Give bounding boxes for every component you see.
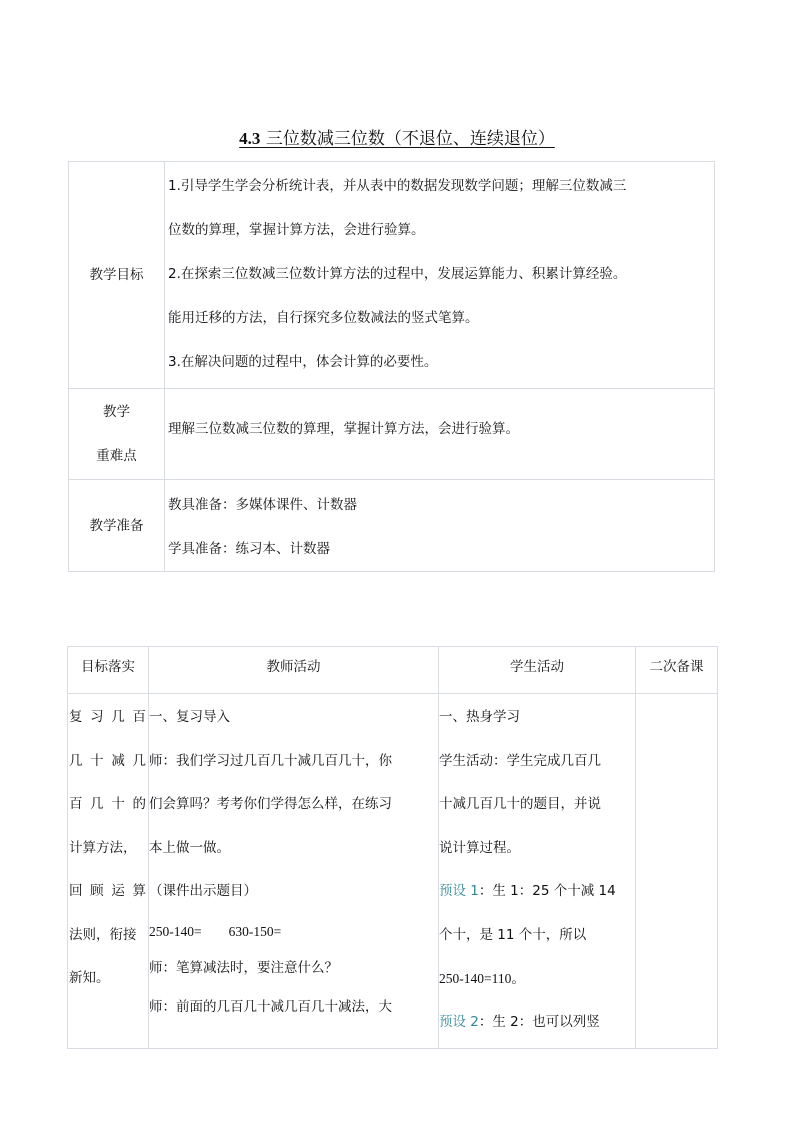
objectives-content	[165, 162, 715, 389]
student-line: 学生活动：学生完成几百几	[439, 752, 601, 769]
teacher-line: 师：笔算减法时，要注意什么？	[149, 959, 338, 976]
header-goal: 目标落实	[68, 647, 149, 694]
goal-line: 回 顾 运 算	[69, 883, 146, 899]
objective-line: 3.在解决问题的过程中，体会计算的必要性。	[168, 354, 438, 370]
teacher-cell	[149, 694, 439, 1049]
objective-line: 1.引导学生学会分析统计表，并从表中的数据发现数学问题；理解三位数减三	[168, 178, 627, 194]
goal-line: 几 十 减 几	[69, 752, 146, 769]
key-points-label-line: 教学	[103, 404, 130, 420]
goal-line: 法则，衔接	[69, 926, 137, 943]
preparation-line: 教具准备：多媒体课件、计数器	[168, 497, 357, 513]
header-notes: 二次备课	[636, 647, 718, 694]
notes-cell	[636, 694, 718, 1049]
goal-line: 复 习 几 百	[69, 709, 146, 725]
key-points-label	[69, 389, 165, 480]
objective-line: 2.在探索三位数减三位数计算方法的过程中，发展运算能力、积累计算经验。	[168, 266, 627, 282]
preparation-row	[69, 480, 715, 572]
goal-line: 新知。	[69, 970, 110, 986]
teacher-line: （课件出示题目）	[149, 883, 257, 899]
title-text: 三位数减三位数（不退位、连续退位）	[260, 129, 555, 149]
header-teacher: 教师活动	[149, 647, 439, 694]
student-line: 十减几百几十的题目，并说	[439, 796, 601, 812]
student-line: 个十，是 11 个十，所以	[439, 926, 587, 943]
title-number: 4.3	[239, 129, 261, 148]
objectives-row	[69, 162, 715, 389]
activities-table	[67, 646, 718, 1049]
activities-header-row	[68, 647, 718, 694]
goal-line: 计算方法，	[69, 839, 137, 856]
teacher-line: 一、复习导入	[149, 709, 230, 725]
student-line: 说计算过程。	[439, 839, 520, 856]
page-title	[0, 124, 794, 149]
student-line: 250-140=110。	[439, 971, 525, 986]
teacher-line: 师：我们学习过几百几十减几百几十，你	[149, 752, 392, 769]
teacher-line: 250-140= 630-150=	[149, 923, 282, 939]
preparation-content	[165, 480, 715, 572]
objectives-label: 教学目标	[69, 162, 165, 389]
preset-2-label: 预设 2	[439, 1013, 479, 1030]
key-points-row	[69, 389, 715, 480]
activities-body-row	[68, 694, 718, 1049]
key-points-content	[165, 389, 715, 480]
header-student: 学生活动	[439, 647, 636, 694]
teacher-line: 师：前面的几百几十减几百几十减法，大	[149, 998, 392, 1015]
key-points-line: 理解三位数减三位数的算理，掌握计算方法，会进行验算。	[168, 421, 519, 437]
student-line: 一、热身学习	[439, 709, 520, 725]
preset-2-text: ：生 2：也可以列竖	[478, 1013, 600, 1030]
preset-1-label: 预设 1	[439, 883, 479, 899]
lesson-info-table	[68, 161, 715, 572]
goal-line: 百 几 十 的	[69, 796, 146, 812]
student-line	[439, 1001, 635, 1045]
preparation-line: 学具准备：练习本、计数器	[168, 541, 330, 557]
teacher-line: 们会算吗？考考你们学得怎么样，在练习	[149, 796, 392, 812]
preset-1-text: ：生 1：25 个十减 14	[478, 883, 616, 899]
objective-line: 位数的算理，掌握计算方法，会进行验算。	[168, 222, 425, 238]
key-points-label-line: 重难点	[96, 448, 137, 464]
student-line	[439, 870, 635, 914]
preparation-label: 教学准备	[69, 480, 165, 572]
teacher-line: 本上做一做。	[149, 839, 230, 856]
student-cell	[439, 694, 636, 1049]
objective-line: 能用迁移的方法，自行探究多位数减法的竖式笔算。	[168, 310, 479, 326]
goal-cell	[68, 694, 149, 1049]
